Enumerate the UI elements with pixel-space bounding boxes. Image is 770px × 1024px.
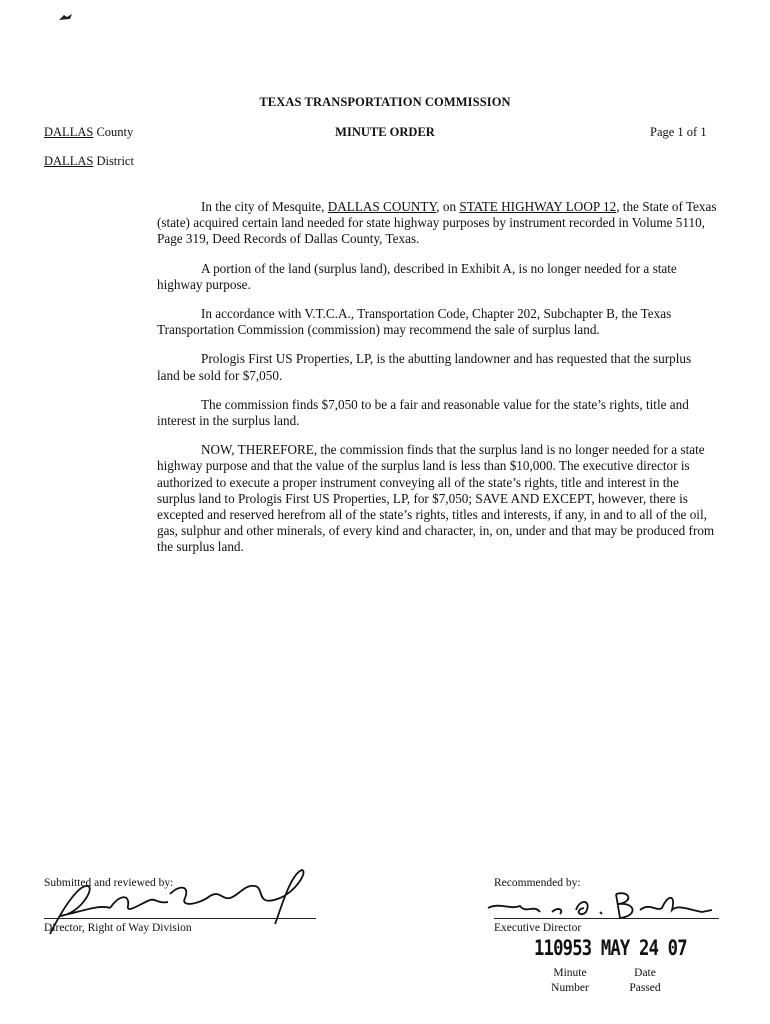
- minute-number: 110953: [534, 936, 592, 960]
- paragraph-4: Prologis First US Properties, LP, is the abutting landowner and has requested that the surplus land be sold for $7,050.: [157, 351, 692, 383]
- date-caption-line1: Date: [634, 967, 656, 979]
- county-value: DALLAS: [44, 125, 94, 139]
- director-title: Director, Right of Way Division: [44, 922, 192, 934]
- document-title: TEXAS TRANSPORTATION COMMISSION: [259, 95, 511, 109]
- date-passed-caption: [620, 966, 670, 996]
- executive-title: Executive Director: [494, 922, 582, 934]
- paragraph-1: [157, 199, 717, 248]
- submitted-by-label: Submitted and reviewed by:: [44, 877, 174, 889]
- p1-county: DALLAS COUNTY: [327, 199, 437, 214]
- date-passed: MAY 24 07: [600, 936, 687, 960]
- county-field: [44, 125, 133, 140]
- p1-highway: STATE HIGHWAY LOOP 12: [459, 199, 617, 214]
- p1-text-a: In the city of Mesquite,: [201, 199, 328, 214]
- county-label: County: [96, 125, 134, 139]
- district-label: District: [96, 154, 134, 168]
- minute-order-body: [157, 199, 717, 569]
- paragraph-6: NOW, THEREFORE, the commission finds that the surplus land is no longer needed for a state highway purpose and that the value of the surplus land is less than $10,000. The executive director is authorized to execute a proper instrument conveying all of the state’s rights, title and interest in the surplus land to Prologis First US Properties, LP, for $7,050; SAVE AND EXCEPT, however, there is excepted and reserved herefrom all of the state’s rights, titles and interests, if any, in and to all of the oil, gas, sulphur and other minerals, of every kind and character, in, on, under and that may be produced from the surplus land.: [157, 442, 715, 555]
- date-caption-line2: Passed: [629, 982, 661, 994]
- document-subtitle: MINUTE ORDER: [335, 125, 435, 139]
- scan-mark: [58, 12, 74, 22]
- minute-caption-line1: Minute: [553, 967, 587, 979]
- left-signature-line: [44, 918, 316, 919]
- district-field: [44, 154, 134, 169]
- paragraph-5: The commission finds $7,050 to be a fair and reasonable value for the state’s rights, title and interest in the surplus land.: [157, 396, 689, 429]
- right-signature-line: [494, 918, 719, 919]
- minute-number-caption: [548, 966, 592, 996]
- p1-text-b: , on: [436, 199, 460, 214]
- minute-stamp: [534, 936, 687, 960]
- paragraph-3: In accordance with V.T.C.A., Transportation Code, Chapter 202, Subchapter B, the Texas Transportation Commission (commission) may recommend the sale of surplus land.: [157, 306, 672, 338]
- district-value: DALLAS: [44, 154, 94, 168]
- p1-text-c: , the State of Texas (state) acquired certain land needed for state highway purposes by instrument recorded in Volume 5110, Page 319, Deed Records of Dallas County, Texas.: [157, 199, 717, 247]
- recommended-by-label: Recommended by:: [494, 877, 581, 889]
- paragraph-2: A portion of the land (surplus land), described in Exhibit A, is no longer needed for a state highway purpose.: [157, 260, 677, 292]
- page-number: Page 1 of 1: [650, 125, 707, 139]
- minute-caption-line2: Number: [551, 982, 589, 994]
